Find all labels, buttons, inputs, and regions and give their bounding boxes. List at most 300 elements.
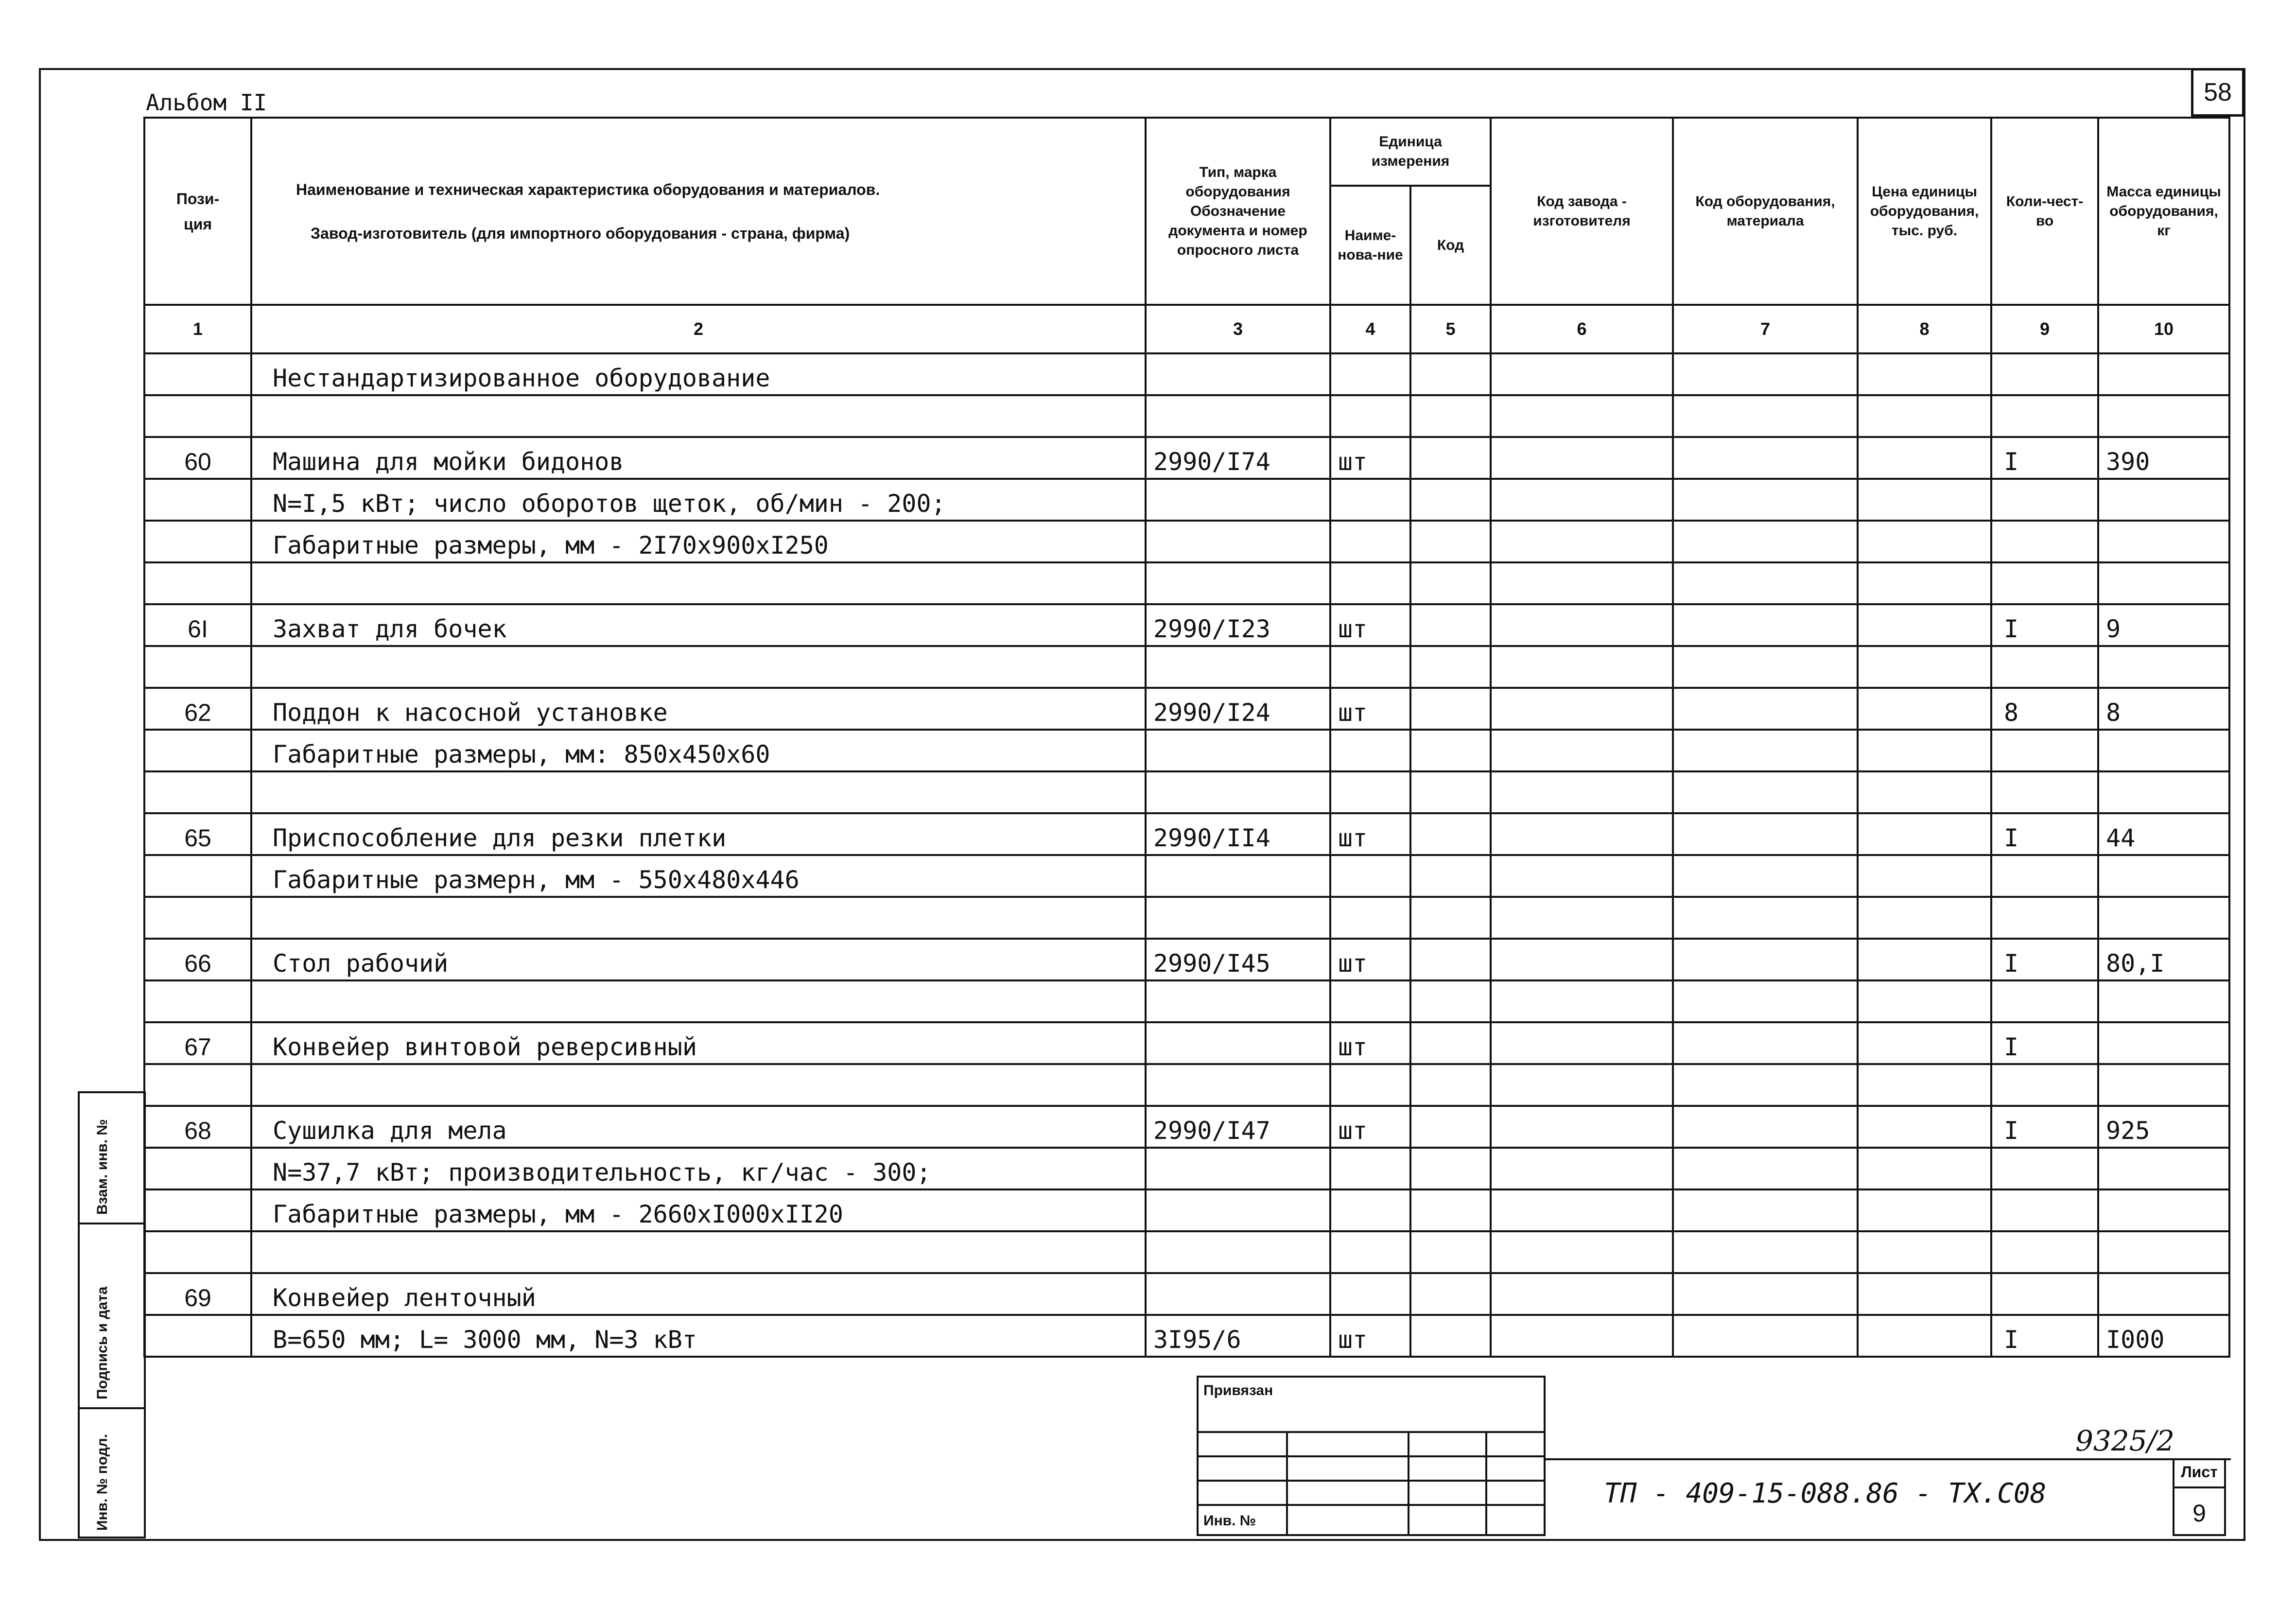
row-plant-code <box>1491 646 1673 688</box>
colnum-6: 6 <box>1491 305 1673 353</box>
row-unit <box>1330 1148 1410 1189</box>
row-name: Габаритные размеры, мм: 850x450x60 <box>251 730 1146 771</box>
sheet-number: 9 <box>2192 1500 2206 1527</box>
row-name <box>251 771 1146 813</box>
row-mass: 390 <box>2098 437 2229 479</box>
header-name-line2: Завод-изготовитель (для импортного оборудования - страна, фирма) <box>311 224 850 242</box>
row-plant-code <box>1491 562 1673 604</box>
row-unit <box>1330 1189 1410 1231</box>
colnum-2: 2 <box>251 305 1146 353</box>
table-row <box>144 1273 2229 1315</box>
row-qty: I <box>1991 437 2098 479</box>
row-plant-code <box>1491 1189 1673 1231</box>
row-name: Приспособление для резки плетки <box>251 813 1146 855</box>
row-unit <box>1330 1231 1410 1273</box>
row-equip-code <box>1673 855 1858 897</box>
row-qty <box>1991 771 2098 813</box>
row-qty: 8 <box>1991 688 2098 730</box>
row-plant-code <box>1491 897 1673 939</box>
colnum-8: 8 <box>1858 305 1991 353</box>
table-row <box>144 1106 2229 1148</box>
row-type: 3I95/6 <box>1146 1315 1330 1357</box>
row-plant-code <box>1491 353 1673 395</box>
row-pos <box>144 980 251 1022</box>
row-plant-code <box>1491 939 1673 980</box>
header-equip-code: Код оборудования, материала <box>1673 118 1858 305</box>
table-row <box>144 1064 2229 1106</box>
row-equip-code <box>1673 1273 1858 1315</box>
row-type <box>1146 646 1330 688</box>
row-equip-code <box>1673 1064 1858 1106</box>
table-row <box>144 730 2229 771</box>
table-row <box>144 813 2229 855</box>
row-pos: 68 <box>144 1106 251 1148</box>
row-mass <box>2098 479 2229 521</box>
row-type <box>1146 1022 1330 1064</box>
row-equip-code <box>1673 437 1858 479</box>
table-row <box>144 1189 2229 1231</box>
row-mass <box>2098 980 2229 1022</box>
side-stamp-cell-2 <box>80 1224 144 1409</box>
row-price <box>1858 646 1991 688</box>
row-equip-code <box>1673 980 1858 1022</box>
row-equip-code <box>1673 813 1858 855</box>
row-type <box>1146 855 1330 897</box>
table-row <box>144 897 2229 939</box>
row-type <box>1146 1148 1330 1189</box>
row-unit-code <box>1410 1231 1491 1273</box>
stamp-line <box>1199 1504 1544 1506</box>
row-unit: шт <box>1330 1022 1410 1064</box>
row-equip-code <box>1673 939 1858 980</box>
row-qty <box>1991 980 2098 1022</box>
row-plant-code <box>1491 730 1673 771</box>
row-mass <box>2098 1064 2229 1106</box>
row-plant-code <box>1491 1231 1673 1273</box>
row-price <box>1858 479 1991 521</box>
row-type: 2990/I23 <box>1146 604 1330 646</box>
row-pos <box>144 479 251 521</box>
row-qty: I <box>1991 1022 2098 1064</box>
row-mass <box>2098 395 2229 437</box>
row-unit-code <box>1410 1148 1491 1189</box>
row-price <box>1858 939 1991 980</box>
row-qty <box>1991 562 2098 604</box>
row-unit-code <box>1410 604 1491 646</box>
table-row <box>144 646 2229 688</box>
table-row <box>144 437 2229 479</box>
row-pos: 66 <box>144 939 251 980</box>
table-row <box>144 1148 2229 1189</box>
row-qty: I <box>1991 604 2098 646</box>
row-type: 2990/I47 <box>1146 1106 1330 1148</box>
row-type <box>1146 980 1330 1022</box>
row-equip-code <box>1673 604 1858 646</box>
row-plant-code <box>1491 479 1673 521</box>
row-unit-code <box>1410 897 1491 939</box>
row-name: Конвейер винтовой реверсивный <box>251 1022 1146 1064</box>
row-plant-code <box>1491 980 1673 1022</box>
row-equip-code <box>1673 353 1858 395</box>
row-qty <box>1991 1231 2098 1273</box>
row-unit-code <box>1410 1022 1491 1064</box>
row-unit-code <box>1410 1315 1491 1357</box>
row-unit: шт <box>1330 1315 1410 1357</box>
row-equip-code <box>1673 646 1858 688</box>
row-qty <box>1991 1189 2098 1231</box>
header-pos: Пози- ция <box>144 118 251 305</box>
row-pos: 65 <box>144 813 251 855</box>
row-unit: шт <box>1330 939 1410 980</box>
row-type <box>1146 521 1330 562</box>
row-type <box>1146 730 1330 771</box>
row-type <box>1146 395 1330 437</box>
row-type: 2990/I24 <box>1146 688 1330 730</box>
row-type <box>1146 562 1330 604</box>
row-pos <box>144 562 251 604</box>
row-name <box>251 562 1146 604</box>
header-qty: Коли-чест-во <box>1991 118 2098 305</box>
table-row <box>144 479 2229 521</box>
table-row <box>144 771 2229 813</box>
row-price <box>1858 688 1991 730</box>
side-stamp-cell-1 <box>80 1093 144 1224</box>
row-mass <box>2098 730 2229 771</box>
row-price <box>1858 813 1991 855</box>
row-pos <box>144 353 251 395</box>
row-mass: 80,I <box>2098 939 2229 980</box>
row-mass <box>2098 1148 2229 1189</box>
row-price <box>1858 437 1991 479</box>
row-unit <box>1330 646 1410 688</box>
row-name <box>251 395 1146 437</box>
row-qty: I <box>1991 939 2098 980</box>
row-type <box>1146 353 1330 395</box>
row-price <box>1858 1064 1991 1106</box>
row-unit <box>1330 353 1410 395</box>
row-name <box>251 980 1146 1022</box>
row-unit-code <box>1410 939 1491 980</box>
row-mass <box>2098 521 2229 562</box>
header-mass: Масса единицы оборудования, кг <box>2098 118 2229 305</box>
row-plant-code <box>1491 437 1673 479</box>
row-pos <box>144 1189 251 1231</box>
table-row <box>144 1022 2229 1064</box>
row-qty <box>1991 521 2098 562</box>
row-pos: 6I <box>144 604 251 646</box>
stamp-line <box>1199 1455 1544 1457</box>
row-mass: 44 <box>2098 813 2229 855</box>
row-unit-code <box>1410 813 1491 855</box>
row-unit <box>1330 395 1410 437</box>
row-plant-code <box>1491 1273 1673 1315</box>
specification-table <box>143 117 2230 1358</box>
row-pos: 62 <box>144 688 251 730</box>
row-equip-code <box>1673 521 1858 562</box>
row-unit-code <box>1410 479 1491 521</box>
row-unit-code <box>1410 1106 1491 1148</box>
table-row <box>144 1315 2229 1357</box>
side-stamp-label-1: Взам. инв. № <box>94 1119 110 1215</box>
row-unit <box>1330 479 1410 521</box>
row-unit-code <box>1410 646 1491 688</box>
row-mass <box>2098 1189 2229 1231</box>
colnum-5: 5 <box>1410 305 1491 353</box>
row-type <box>1146 1064 1330 1106</box>
header-unit-name: Наиме-нова-ние <box>1330 186 1410 305</box>
row-name <box>251 1064 1146 1106</box>
row-unit <box>1330 730 1410 771</box>
row-price <box>1858 562 1991 604</box>
row-type <box>1146 1189 1330 1231</box>
row-mass <box>2098 1022 2229 1064</box>
row-mass: 925 <box>2098 1106 2229 1148</box>
inv-no-label: Инв. № <box>1203 1513 1256 1529</box>
row-qty: I <box>1991 1315 2098 1357</box>
row-name: N=37,7 кВт; производительность, кг/час - 300; <box>251 1148 1146 1189</box>
table-row <box>144 939 2229 980</box>
row-price <box>1858 1273 1991 1315</box>
row-unit <box>1330 855 1410 897</box>
album-label: Альбом II <box>146 89 267 116</box>
row-plant-code <box>1491 1064 1673 1106</box>
row-pos <box>144 1148 251 1189</box>
row-type: 2990/I74 <box>1146 437 1330 479</box>
row-unit: шт <box>1330 813 1410 855</box>
row-unit-code <box>1410 437 1491 479</box>
row-price <box>1858 604 1991 646</box>
row-type: 2990/I45 <box>1146 939 1330 980</box>
sheet-box-line <box>2174 1486 2224 1488</box>
row-qty <box>1991 646 2098 688</box>
row-name: Захват для бочек <box>251 604 1146 646</box>
row-name: Поддон к насосной установке <box>251 688 1146 730</box>
table-row <box>144 855 2229 897</box>
table-row <box>144 604 2229 646</box>
row-pos <box>144 730 251 771</box>
row-pos <box>144 855 251 897</box>
row-type <box>1146 1273 1330 1315</box>
row-mass <box>2098 1231 2229 1273</box>
row-unit: шт <box>1330 1106 1410 1148</box>
side-stamp <box>78 1091 146 1538</box>
row-pos <box>144 1231 251 1273</box>
row-mass: I000 <box>2098 1315 2229 1357</box>
row-type: 2990/II4 <box>1146 813 1330 855</box>
row-qty <box>1991 479 2098 521</box>
row-mass <box>2098 562 2229 604</box>
row-plant-code <box>1491 395 1673 437</box>
row-mass <box>2098 353 2229 395</box>
row-plant-code <box>1491 1148 1673 1189</box>
stamp-divider <box>1485 1431 1487 1534</box>
row-type <box>1146 771 1330 813</box>
row-mass <box>2098 771 2229 813</box>
header-unit-code: Код <box>1410 186 1491 305</box>
side-stamp-cell-3 <box>80 1409 144 1540</box>
row-unit: шт <box>1330 688 1410 730</box>
row-name: Габаритные размеры, мм - 2I70x900xI250 <box>251 521 1146 562</box>
row-plant-code <box>1491 1106 1673 1148</box>
table-row <box>144 1231 2229 1273</box>
row-price <box>1858 730 1991 771</box>
row-unit-code <box>1410 855 1491 897</box>
row-price <box>1858 353 1991 395</box>
corner-sheet-number: 58 <box>2191 68 2244 117</box>
row-pos <box>144 897 251 939</box>
row-price <box>1858 1106 1991 1148</box>
row-type <box>1146 479 1330 521</box>
archive-number: 9325/2 <box>2075 1424 2175 1457</box>
row-plant-code <box>1491 688 1673 730</box>
table-row <box>144 980 2229 1022</box>
row-name <box>251 897 1146 939</box>
binding-stamp <box>1197 1376 1546 1536</box>
row-unit <box>1330 1064 1410 1106</box>
sheet-label: Лист <box>2181 1463 2218 1481</box>
row-qty: I <box>1991 1106 2098 1148</box>
row-qty: I <box>1991 813 2098 855</box>
header-name <box>251 118 1146 305</box>
row-plant-code <box>1491 604 1673 646</box>
stamp-divider <box>1286 1431 1288 1534</box>
row-name: Нестандартизированное оборудование <box>251 353 1146 395</box>
row-plant-code <box>1491 855 1673 897</box>
colnum-3: 3 <box>1146 305 1330 353</box>
table-row <box>144 353 2229 395</box>
row-pos: 67 <box>144 1022 251 1064</box>
row-unit <box>1330 980 1410 1022</box>
colnum-10: 10 <box>2098 305 2229 353</box>
row-qty <box>1991 1064 2098 1106</box>
row-mass <box>2098 855 2229 897</box>
row-mass <box>2098 1273 2229 1315</box>
row-pos <box>144 1064 251 1106</box>
row-equip-code <box>1673 479 1858 521</box>
row-equip-code <box>1673 1231 1858 1273</box>
row-price <box>1858 395 1991 437</box>
row-name: Стол рабочий <box>251 939 1146 980</box>
row-equip-code <box>1673 562 1858 604</box>
table-body <box>144 353 2229 1357</box>
row-unit <box>1330 521 1410 562</box>
row-equip-code <box>1673 688 1858 730</box>
row-unit <box>1330 897 1410 939</box>
row-qty <box>1991 855 2098 897</box>
row-price <box>1858 855 1991 897</box>
row-qty <box>1991 395 2098 437</box>
row-equip-code <box>1673 1189 1858 1231</box>
header-type: Тип, марка оборудования Обозначение документа и номер опросного листа <box>1146 118 1330 305</box>
row-equip-code <box>1673 897 1858 939</box>
row-unit-code <box>1410 395 1491 437</box>
row-price <box>1858 1231 1991 1273</box>
bound-label: Привязан <box>1203 1382 1273 1398</box>
row-unit-code <box>1410 562 1491 604</box>
row-name: N=I,5 кВт; число оборотов щеток, об/мин - 200; <box>251 479 1146 521</box>
row-price <box>1858 1315 1991 1357</box>
row-pos <box>144 646 251 688</box>
row-unit: шт <box>1330 604 1410 646</box>
row-unit-code <box>1410 1273 1491 1315</box>
row-name: Конвейер ленточный <box>251 1273 1146 1315</box>
row-unit: шт <box>1330 437 1410 479</box>
row-qty <box>1991 730 2098 771</box>
table-row <box>144 395 2229 437</box>
header-name-line1: Наименование и техническая характеристика оборудования и материалов. <box>296 180 880 198</box>
row-plant-code <box>1491 1315 1673 1357</box>
row-qty <box>1991 1148 2098 1189</box>
row-pos <box>144 395 251 437</box>
table-row <box>144 688 2229 730</box>
row-plant-code <box>1491 521 1673 562</box>
row-type <box>1146 897 1330 939</box>
stamp-divider <box>1408 1431 1409 1534</box>
row-pos: 60 <box>144 437 251 479</box>
colnum-7: 7 <box>1673 305 1858 353</box>
row-mass: 9 <box>2098 604 2229 646</box>
row-plant-code <box>1491 1022 1673 1064</box>
table-row <box>144 521 2229 562</box>
row-unit <box>1330 562 1410 604</box>
row-qty <box>1991 897 2098 939</box>
row-equip-code <box>1673 395 1858 437</box>
row-equip-code <box>1673 730 1858 771</box>
row-unit-code <box>1410 730 1491 771</box>
row-name: Машина для мойки бидонов <box>251 437 1146 479</box>
row-price <box>1858 980 1991 1022</box>
row-name <box>251 1231 1146 1273</box>
row-price <box>1858 1189 1991 1231</box>
row-equip-code <box>1673 1315 1858 1357</box>
row-qty <box>1991 1273 2098 1315</box>
row-price <box>1858 1148 1991 1189</box>
row-name: Габаритные размерн, мм - 550x480x446 <box>251 855 1146 897</box>
row-price <box>1858 521 1991 562</box>
row-type <box>1146 1231 1330 1273</box>
row-name: B=650 мм; L= 3000 мм, N=3 кВт <box>251 1315 1146 1357</box>
row-unit-code <box>1410 771 1491 813</box>
header-price: Цена единицы оборудования, тыс. руб. <box>1858 118 1991 305</box>
sheet-box <box>2173 1458 2226 1536</box>
header-plant-code: Код завода - изготовителя <box>1491 118 1673 305</box>
row-unit-code <box>1410 1064 1491 1106</box>
side-stamp-label-3: Инв. № подл. <box>94 1433 110 1531</box>
row-equip-code <box>1673 1106 1858 1148</box>
row-price <box>1858 1022 1991 1064</box>
row-name: Сушилка для мела <box>251 1106 1146 1148</box>
row-pos <box>144 521 251 562</box>
row-unit-code <box>1410 688 1491 730</box>
row-name <box>251 646 1146 688</box>
document-designation: ТП - 409-15-088.86 - ТХ.С08 <box>1604 1478 2047 1509</box>
row-unit <box>1330 1273 1410 1315</box>
row-equip-code <box>1673 1148 1858 1189</box>
row-plant-code <box>1491 813 1673 855</box>
colnum-9: 9 <box>1991 305 2098 353</box>
row-unit-code <box>1410 980 1491 1022</box>
row-equip-code <box>1673 1022 1858 1064</box>
stamp-line <box>1199 1480 1544 1482</box>
row-pos: 69 <box>144 1273 251 1315</box>
row-pos <box>144 1315 251 1357</box>
row-plant-code <box>1491 771 1673 813</box>
side-stamp-label-2: Подпись и дата <box>94 1286 110 1399</box>
row-qty <box>1991 353 2098 395</box>
colnum-4: 4 <box>1330 305 1410 353</box>
row-name: Габаритные размеры, мм - 2660xI000xII20 <box>251 1189 1146 1231</box>
row-unit-code <box>1410 1189 1491 1231</box>
